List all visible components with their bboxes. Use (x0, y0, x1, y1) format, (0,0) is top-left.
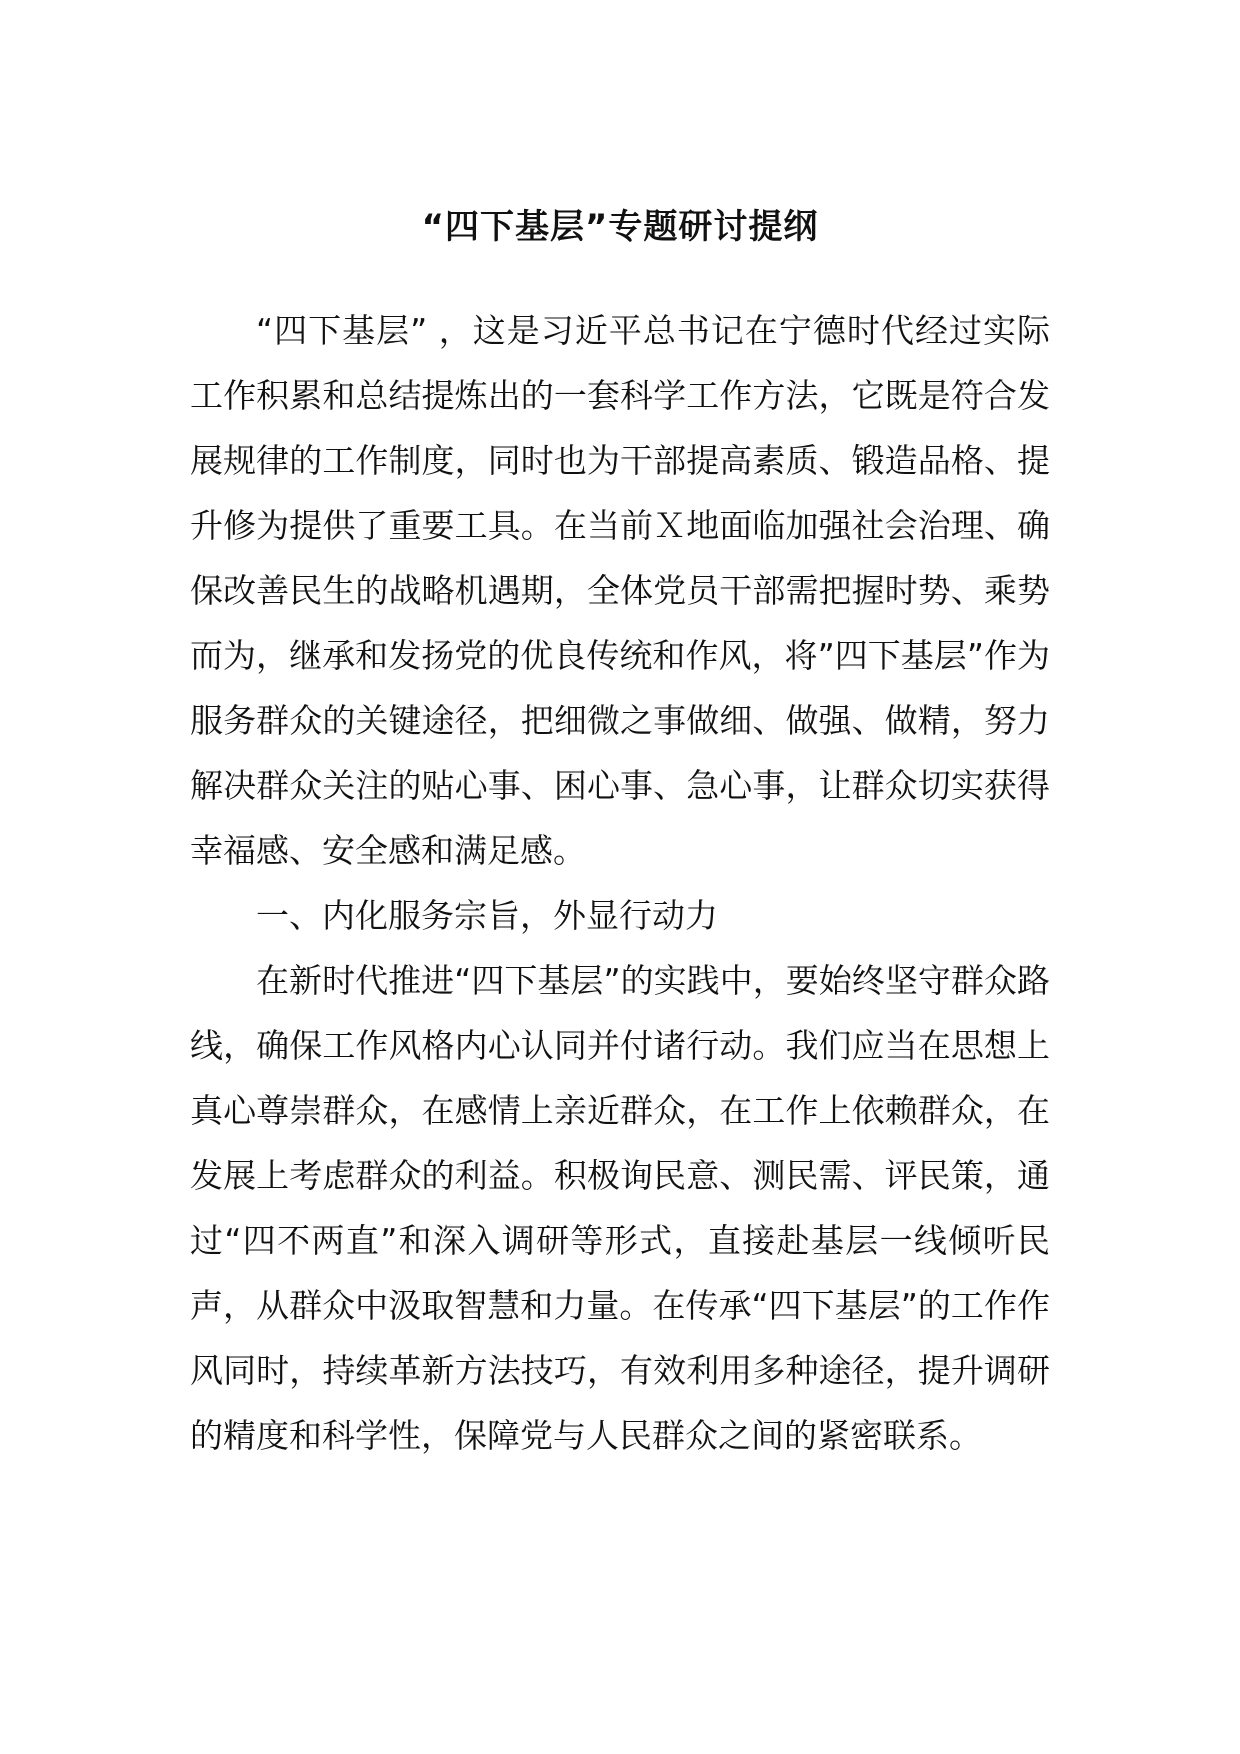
section-1-paragraph: 在新时代推进“四下基层”的实践中，要始终坚守群众路线，确保工作风格内心认同并付诸行动。我们应当在思想上真心尊崇群众，在感情上亲近群众，在工作上依赖群众，在发展上考虑群众的利益。积极询民意、测民需、评民策，通过“四不两直”和深入调研等形式，直接赴基层一线倾听民声，从群众中汲取智慧和力量。在传承“四下基层”的工作作风同时，持续革新方法技巧，有效利用多种途径，提升调研的精度和科学性，保障党与人民群众之间的紧密联系。 (190, 961, 1050, 1455)
section-1-heading: 一、内化服务宗旨，外显行动力 (256, 896, 718, 935)
document-title: “四下基层”专题研讨提纲 (421, 207, 819, 247)
intro-section (190, 298, 1050, 883)
section-1 (190, 883, 1050, 1468)
intro-paragraph: “四下基层” ，这是习近平总书记在宁德时代经过实际工作积累和总结提炼出的一套科学工作方法，它既是符合发展规律的工作制度，同时也为干部提高素质、锻造品格、提升修为提供了重要工具。在当前Ｘ地面临加强社会治理、确保改善民生的战略机遇期，全体党员干部需把握时势、乘势而为，继承和发扬党的优良传统和作风，将”四下基层”作为服务群众的关键途径，把细微之事做细、做强、做精，努力解决群众关注的贴心事、困心事、急心事，让群众切实获得幸福感、安全感和满足感。 (190, 311, 1050, 870)
